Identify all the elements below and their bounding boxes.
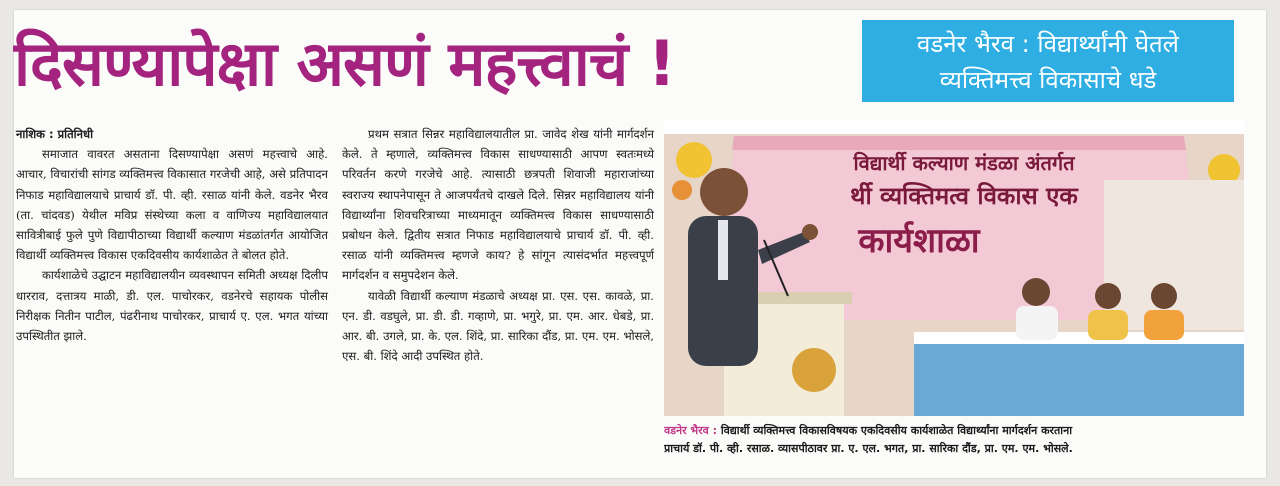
- banner-line2: र्थी व्यक्तिमत्व विकास एक: [850, 182, 1078, 210]
- event-photo: [664, 120, 1244, 416]
- paragraph: कार्यशाळेचे उद्घाटन महाविद्यालयीन व्यवस्थापन समिती अध्यक्ष दिलीप धारराव, दत्तात्रय माळी, डी. एल. पाचोरकर, वडनेरचे सहायक पोलीस निरीक्षक नितीन पाटील, पंढरीनाथ पाचोरकर, प्राचार्य ए. एल. भगत यांच्या उपस्थितीत झाले.: [16, 268, 328, 344]
- paragraph: समाजात वावरत असताना दिसण्यापेक्षा असणं महत्त्वाचे आहे. आचार, विचारांची सांगड व्यक्तिमत्त्व विकासात गरजेची आहे, असे प्रतिपादन निफाड महाविद्यालयाचे प्राचार्य डॉ. पी. व्ही. रसाळ यांनी केले. वडनेर भैरव (ता. चांदवड) येथील मविप्र संस्थेच्या कला व वाणिज्य महाविद्यालयात सावित्रीबाई फुले पुणे विद्यापीठाच्या विद्यार्थी कल्याण मंडळांतर्गत आयोजित विद्यार्थी व्यक्तिमत्त्व विकास एकदिवसीय कार्यशाळेत ते बोलत होते.: [16, 147, 328, 263]
- caption-text1: विद्यार्थी व्यक्तिमत्त्व विकासविषयक एकदिवसीय कार्यशाळेत विद्यार्थ्यांना मार्गदर्शन करताना: [720, 424, 1073, 437]
- paragraph: प्रथम सत्रात सिन्नर महाविद्यालयातील प्रा. जावेद शेख यांनी मार्गदर्शन केले. ते म्हणाले, व्यक्तिमत्त्व विकास साधण्यासाठी आपण स्वतःमध्ये परिवर्तन करणे गरजेचे आहे. त्यासाठी छत्रपती शिवाजी महाराजांच्या स्वराज्य स्थापनेपासून ते आजपर्यंतचे दाखले दिले. सिन्नर महाविद्यालय यांनी विद्यार्थ्यांना शिवचरित्राच्या माध्यमातून व्यक्तिमत्त्व विकास साधण्यासाठी प्रबोधन केले. द्वितीय सत्रात निफाड महाविद्यालयाचे प्राचार्य डॉ. पी. व्ही. रसाळ यांनी व्यक्तिमत्त्व म्हणजे काय? हे सांगून त्यासंदर्भात महत्त्वपूर्ण मार्गदर्शन व समुपदेशन केले.: [342, 127, 654, 283]
- caption-line2: प्राचार्य डॉ. पी. व्ही. रसाळ. व्यासपीठावर प्रा. ए. एल. भगत, प्रा. सारिका दौंड, प्रा. एम. एम. भोसले.: [664, 442, 1073, 455]
- subheadline-box: [862, 20, 1234, 102]
- headline: दिसण्यापेक्षा असणं महत्त्वाचं !: [14, 27, 676, 100]
- article-column-2: [342, 124, 654, 366]
- banner-line3: कार्यशाळा: [858, 221, 980, 261]
- subheadline-line2: व्यक्तिमत्त्व विकासाचे धडे: [939, 66, 1157, 94]
- photo-caption: [664, 422, 1244, 458]
- caption-line1: [664, 422, 1244, 440]
- event-photo-illustration: [664, 120, 1244, 416]
- caption-place: वडनेर भैरव :: [664, 424, 718, 437]
- dateline: नाशिक : प्रतिनिधी: [16, 127, 94, 141]
- banner-line1: विद्यार्थी कल्याण मंडळा अंतर्गत: [853, 151, 1075, 175]
- article-column-1: [16, 124, 328, 346]
- paragraph: यावेळी विद्यार्थी कल्याण मंडळाचे अध्यक्ष प्रा. एस. एस. कावळे, प्रा. एन. डी. वडघुले, प्रा. डी. डी. गव्हाणे, प्रा. भगुरे, प्रा. एम. आर. धेबडे, प्रा. आर. बी. उगले, प्रा. के. एल. शिंदे, प्रा. सारिका दौंड, प्रा. एम. एम. भोसले, एस. बी. शिंदे आदी उपस्थित होते.: [342, 288, 654, 364]
- subheadline-line1: वडनेर भैरव : विद्यार्थ्यांनी घेतले: [917, 30, 1179, 58]
